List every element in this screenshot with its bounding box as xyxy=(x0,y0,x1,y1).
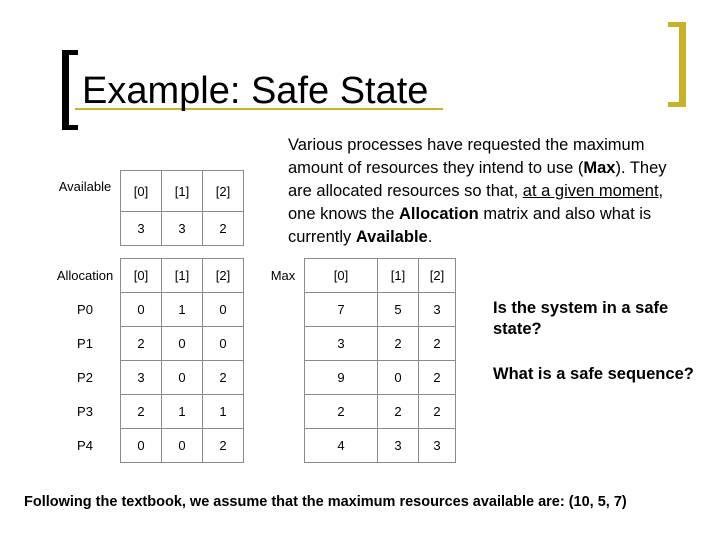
slide-title: Example: Safe State xyxy=(82,70,429,112)
allocation-label: Allocation xyxy=(56,268,114,283)
max-cell: 7 xyxy=(305,293,378,327)
right-bracket-decoration xyxy=(679,22,686,107)
allocation-row xyxy=(50,395,244,429)
max-header: [2] xyxy=(419,259,456,293)
max-cell: 2 xyxy=(419,361,456,395)
right-bracket-bottom xyxy=(668,102,686,107)
max-cell: 3 xyxy=(419,429,456,463)
available-header: [0] xyxy=(121,171,162,212)
max-cell: 9 xyxy=(305,361,378,395)
left-bracket-bottom xyxy=(62,125,78,130)
desc-allocation-word: Allocation xyxy=(399,205,479,223)
desc-max-word: Max xyxy=(583,159,616,177)
process-label: P2 xyxy=(77,370,93,385)
allocation-cell: 1 xyxy=(162,293,203,327)
allocation-row xyxy=(50,327,244,361)
available-label: Available xyxy=(58,178,112,194)
max-cell: 3 xyxy=(378,429,419,463)
max-cell: 2 xyxy=(378,327,419,361)
max-cell: 4 xyxy=(305,429,378,463)
allocation-cell: 2 xyxy=(203,429,244,463)
max-header: [0] xyxy=(305,259,378,293)
desc-part2: ). They are allocated resources so that, xyxy=(288,159,667,200)
desc-part4: matrix and also what is currently xyxy=(288,205,652,246)
allocation-cell: 2 xyxy=(121,395,162,429)
max-cell: 5 xyxy=(378,293,419,327)
allocation-header: [2] xyxy=(203,259,244,293)
process-label: P1 xyxy=(77,336,93,351)
allocation-header: [1] xyxy=(162,259,203,293)
description-text xyxy=(288,134,688,249)
allocation-table xyxy=(50,258,244,463)
max-header: [1] xyxy=(378,259,419,293)
allocation-cell: 0 xyxy=(203,327,244,361)
max-row xyxy=(262,429,456,463)
process-label: P0 xyxy=(77,302,93,317)
allocation-header: [0] xyxy=(121,259,162,293)
allocation-cell: 3 xyxy=(121,361,162,395)
allocation-row xyxy=(50,429,244,463)
allocation-cell: 2 xyxy=(203,361,244,395)
available-value: 2 xyxy=(203,212,244,246)
max-cell: 2 xyxy=(419,395,456,429)
max-cell: 0 xyxy=(378,361,419,395)
allocation-cell: 2 xyxy=(121,327,162,361)
allocation-cell: 0 xyxy=(162,361,203,395)
allocation-cell: 0 xyxy=(121,293,162,327)
available-header: [1] xyxy=(162,171,203,212)
max-row xyxy=(262,327,456,361)
allocation-cell: 1 xyxy=(203,395,244,429)
max-cell: 2 xyxy=(378,395,419,429)
max-row xyxy=(262,395,456,429)
left-bracket-decoration xyxy=(62,50,69,130)
max-cell: 2 xyxy=(419,327,456,361)
question-safe-sequence: What is a safe sequence? xyxy=(493,365,694,383)
available-header: [2] xyxy=(203,171,244,212)
allocation-row xyxy=(50,361,244,395)
max-row xyxy=(262,361,456,395)
max-label: Max xyxy=(270,268,296,283)
process-label: P3 xyxy=(77,404,93,419)
max-cell: 3 xyxy=(305,327,378,361)
available-table xyxy=(50,170,244,246)
desc-part5: . xyxy=(427,228,433,246)
max-row xyxy=(262,293,456,327)
allocation-cell: 1 xyxy=(162,395,203,429)
allocation-cell: 0 xyxy=(162,429,203,463)
desc-part3: , one knows the xyxy=(288,182,664,223)
desc-available-word: Available xyxy=(355,228,428,246)
right-bracket-top xyxy=(668,22,686,27)
left-bracket-top xyxy=(62,50,78,55)
allocation-cell: 0 xyxy=(203,293,244,327)
desc-part1: Various processes have requested the maximum amount of resources they intend to use ( xyxy=(288,136,645,177)
max-cell: 3 xyxy=(419,293,456,327)
desc-underlined: at a given moment xyxy=(522,182,659,200)
process-label: P4 xyxy=(77,438,93,453)
available-value: 3 xyxy=(121,212,162,246)
allocation-row xyxy=(50,293,244,327)
allocation-cell: 0 xyxy=(121,429,162,463)
max-table xyxy=(262,258,456,463)
available-value: 3 xyxy=(162,212,203,246)
footer-note: Following the textbook, we assume that the maximum resources available are: (10, 5, 7) xyxy=(24,494,627,510)
allocation-cell: 0 xyxy=(162,327,203,361)
question-safe-state: Is the system in a safe state? xyxy=(493,299,669,338)
max-cell: 2 xyxy=(305,395,378,429)
